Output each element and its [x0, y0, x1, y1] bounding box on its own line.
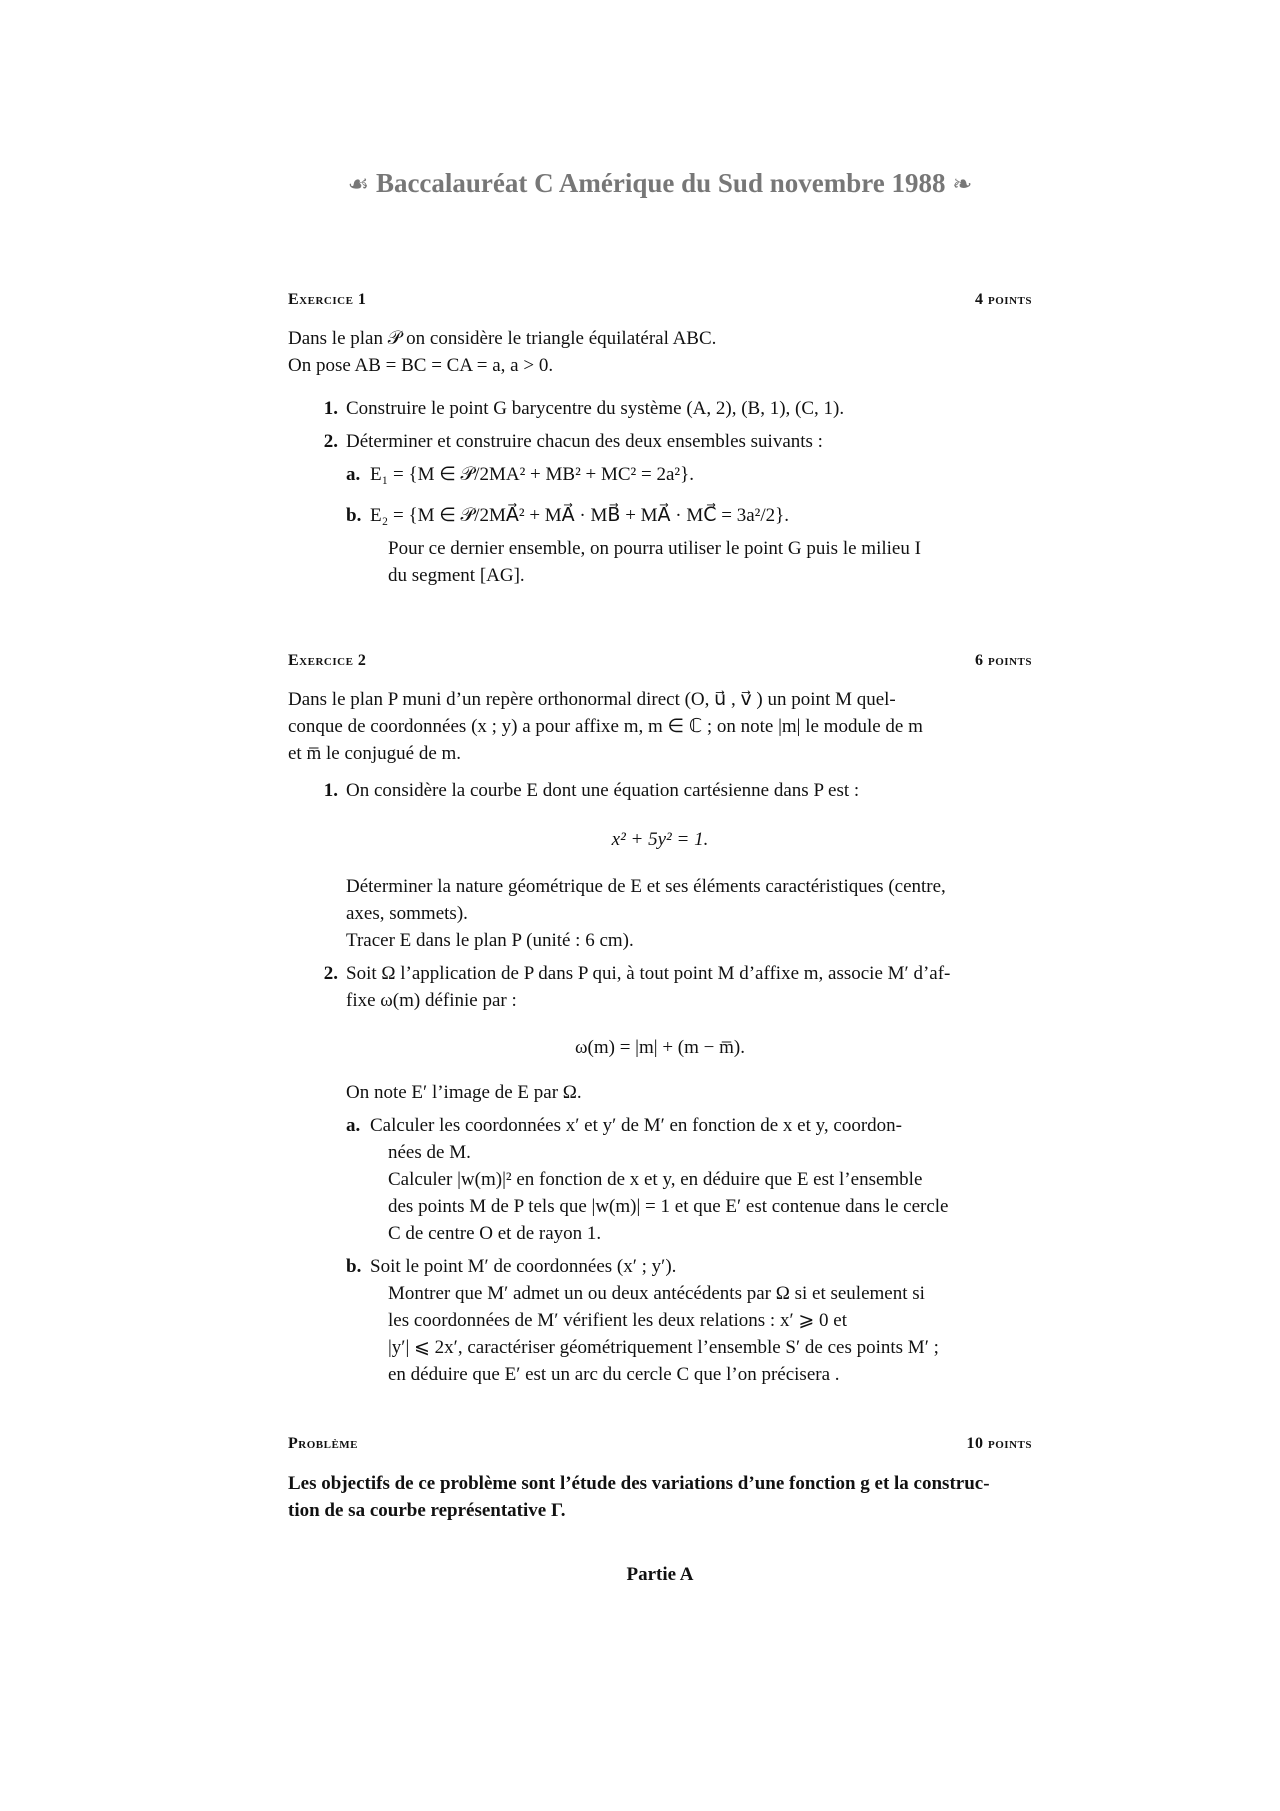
- ex2-question-1: 1. On considère la courbe E dont une équation cartésienne dans P est :: [323, 780, 860, 801]
- problem-points: 10 points: [966, 1435, 1032, 1452]
- exercise-1-body: [288, 325, 1032, 589]
- page-title: [288, 168, 1032, 199]
- ex2-question-2b-line-5: en déduire que E′ est un arc du cercle C que l’on précisera .: [388, 1364, 840, 1385]
- problem-heading: Problème: [288, 1435, 359, 1452]
- ex2-question-2-line-2: fixe ω(m) définie par :: [346, 990, 517, 1011]
- ex2-question-2b: b. Soit le point M′ de coordonnées (x′ ; y′).: [346, 1256, 677, 1277]
- ex1-question-2: 2. Déterminer et construire chacun des deux ensembles suivants :: [323, 431, 823, 452]
- exercise-2-header: [288, 652, 1032, 670]
- ex1-question-2b: b. E₂ = {M ∈ 𝒫/2MA⃗² + MA⃗ · MB⃗ + MA⃗ · MC⃗ = 3a²/2}.: [346, 505, 790, 526]
- ex2-question-1-text-1: Déterminer la nature géométrique de E et ses éléments caractéristiques (centre,: [346, 876, 946, 897]
- ex2-equation-1: x² + 5y² = 1.: [611, 829, 709, 850]
- ornament-left-icon: ☙: [347, 172, 370, 198]
- ex2-equation-2: ω(m) = |m| + (m − m̅).: [575, 1037, 745, 1058]
- exercise-2-body: [288, 686, 1032, 1388]
- ex2-question-2a-line-2: nées de M.: [388, 1142, 471, 1163]
- ex1-question-1: 1. Construire le point G barycentre du système (A, 2), (B, 1), (C, 1).: [323, 398, 845, 419]
- ex2-question-2a-line-3: Calculer |w(m)|² en fonction de x et y, en déduire que E est l’ensemble: [388, 1169, 923, 1190]
- partie-a-heading: Partie A: [626, 1564, 694, 1585]
- exercise-2-heading: Exercice 2: [288, 652, 367, 669]
- ex2-question-1-text-3: Tracer E dans le plan P (unité : 6 cm).: [346, 930, 634, 951]
- ex1-intro-line-1: Dans le plan 𝒫 on considère le triangle équilatéral ABC.: [288, 328, 717, 349]
- ornament-right-icon: ❧: [952, 172, 973, 198]
- problem-intro-line-1: Les objectifs de ce problème sont l’étude des variations d’une fonction g et la construc-: [288, 1473, 990, 1494]
- ex2-question-2a-line-4: des points M de P tels que |w(m)| = 1 et que E′ est contenue dans le cercle: [388, 1196, 949, 1217]
- exercise-1-heading: Exercice 1: [288, 291, 367, 308]
- ex1-intro-line-2: On pose AB = BC = CA = a, a > 0.: [288, 355, 554, 376]
- exercise-1-header: [288, 291, 1032, 309]
- ex1-question-2b-note-1: Pour ce dernier ensemble, on pourra utiliser le point G puis le milieu I: [388, 538, 921, 559]
- ex2-question-2-note: On note E′ l’image de E par Ω.: [346, 1082, 582, 1103]
- ex2-intro-line-1: Dans le plan P muni d’un repère orthonormal direct (O, u⃗ , v⃗ ) un point M quel-: [288, 689, 896, 710]
- ex2-question-2b-line-3: les coordonnées de M′ vérifient les deux relations : x′ ⩾ 0 et: [388, 1310, 847, 1331]
- exercise-2-points: 6 points: [975, 652, 1032, 669]
- ex2-question-2b-line-2: Montrer que M′ admet un ou deux antécédents par Ω si et seulement si: [388, 1283, 925, 1304]
- ex2-question-2a-line-5: C de centre O et de rayon 1.: [388, 1223, 602, 1244]
- ex2-intro-line-2: conque de coordonnées (x ; y) a pour affixe m, m ∈ ℂ ; on note |m| le module de m: [288, 716, 923, 737]
- exercise-1-points: 4 points: [975, 291, 1032, 308]
- title-text: Baccalauréat C Amérique du Sud novembre 1988: [375, 168, 946, 198]
- ex2-question-2a: a. Calculer les coordonnées x′ et y′ de M′ en fonction de x et y, coordon-: [346, 1115, 902, 1136]
- ex1-question-2b-note-2: du segment [AG].: [388, 565, 525, 586]
- problem-intro: [288, 1470, 1032, 1524]
- ex2-question-2: 2. Soit Ω l’application de P dans P qui, à tout point M d’affixe m, associe M′ d’af-: [323, 963, 951, 984]
- problem-header: [288, 1435, 1032, 1453]
- ex1-question-2a: a. E₁ = {M ∈ 𝒫/2MA² + MB² + MC² = 2a²}.: [346, 464, 694, 485]
- ex2-intro-line-3: et m̅ le conjugué de m.: [288, 743, 462, 764]
- ex2-question-1-text-2: axes, sommets).: [346, 903, 468, 924]
- problem-intro-line-2: tion de sa courbe représentative Γ.: [288, 1500, 566, 1521]
- ex2-question-2b-line-4: |y′| ⩽ 2x′, caractériser géométriquement l’ensemble S′ de ces points M′ ;: [388, 1337, 939, 1358]
